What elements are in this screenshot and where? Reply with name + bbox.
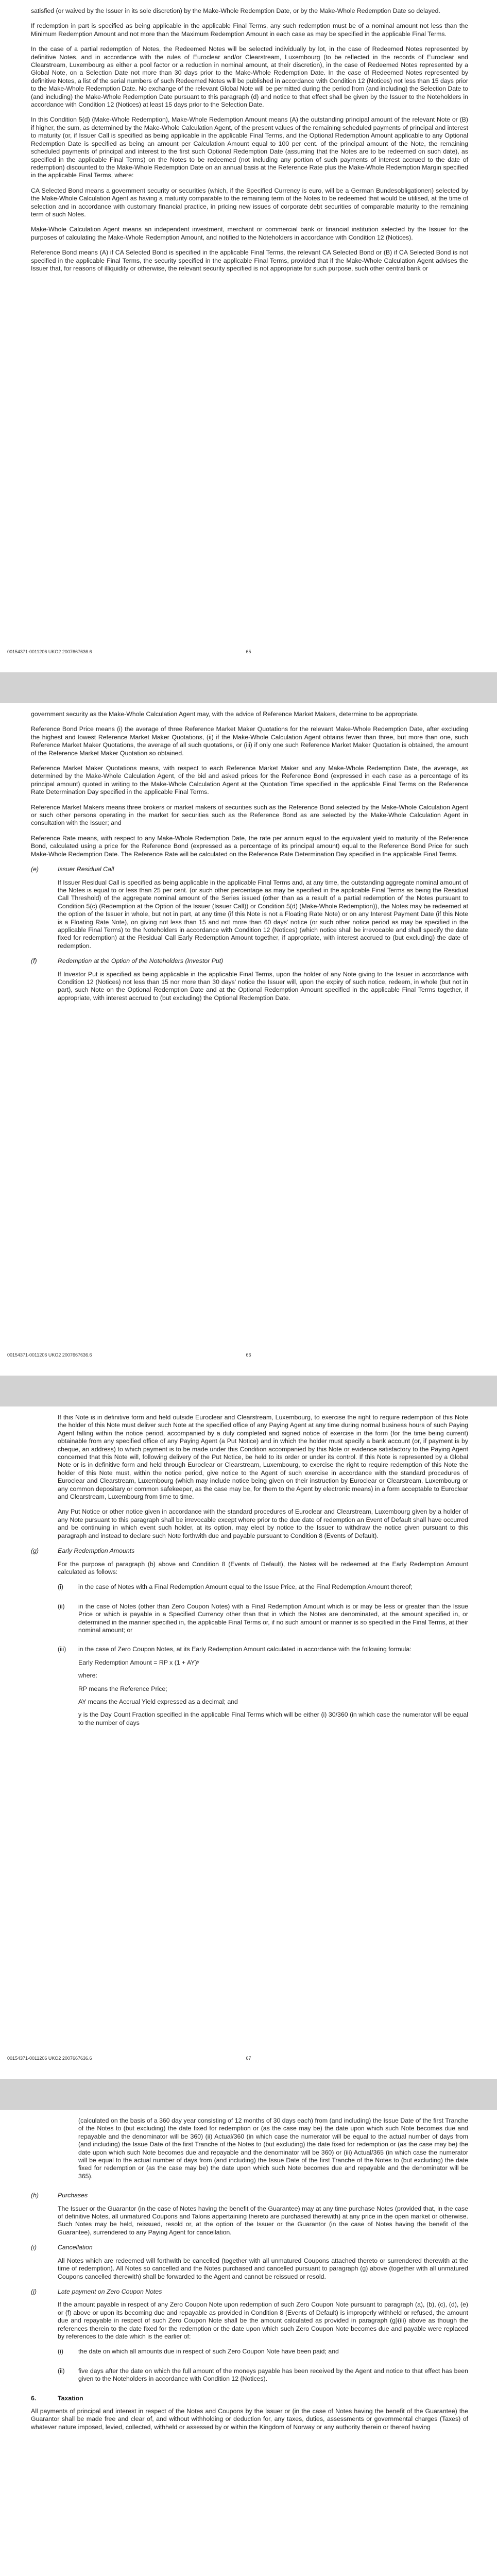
doc-reference: 00154371-0011206 UKO2 2007667636.6: [7, 1352, 92, 1358]
paragraph: in the case of Zero Coupon Notes, at its Early Redemption Amount calculated in accordance with the following formula:: [78, 1646, 412, 1653]
section-marker: 6.: [31, 2394, 37, 2402]
paragraph: In this Condition 5(d) (Make-Whole Redemption), Make-Whole Redemption Amount means (A) the outstanding principal amount of the relevant Note or (B) if higher, the sum, as determined by the Make-Whole Calculation Agent, of the present values of the remaining scheduled payments of principal and interest to maturity (or, if Issuer Call is specified as being applicable in the applicable Final Terms, and the Optional Redemption Amount applicable to any Optional Redemption Date is specified as being an amount per Calculation Amount equal to 100 per cent. of the principal amount of the Note, the remaining scheduled payments of principal and interest to the first such Optional Redemption Date (assuming that the Notes are to be redeemed on such date), as specified in the applicable Final Terms) on the Notes to be redeemed (not including any portion of such payments of interest accrued to the date of redemption) discounted to the Make-Whole Redemption Date on an annual basis at the Reference Rate plus the Make-Whole Redemption Margin specified in the applicable Final Terms, where:: [31, 116, 468, 179]
definition: y is the Day Count Fraction specified in the applicable Final Terms which will be either (i) 30/360 (in which case the numerator will be equal to the number of days: [78, 1711, 468, 1726]
list-marker: (iii): [58, 1646, 66, 1653]
paragraph: All Notes which are redeemed will forthwith be cancelled (together with all unmatured Coupons attached thereto or surrendered therewith at the time of redemption). All Notes so cancelled and the Notes purchased and cancelled pursuant to paragraph (g) above (together with all unmatured Coupons cancelled therewith) shall be forwarded to the Agent and cannot be reissued or resold.: [58, 2257, 468, 2280]
section-marker: (i): [31, 2244, 37, 2251]
list-item: [58, 2348, 468, 2361]
section-title: Late payment on Zero Coupon Notes: [58, 2287, 162, 2295]
page-footer: [7, 1352, 490, 1358]
definition: AY means the Accrual Yield expressed as a decimal; and: [78, 1698, 238, 1705]
document-page: [0, 0, 497, 672]
paragraph: The Issuer or the Guarantor (in the case of Notes having the benefit of the Guarantee) may at any time purchase Notes (provided that, in the case of definitive Notes, all unmatured Coupons and Talons appertaining thereto are purchased therewith) at any price in the open market or otherwise. Such Notes may be held, reissued, resold or, at the option of the Issuer or the Guarantor (in the case of Notes having the benefit of the Guarantee), surrendered to any Paying Agent for cancellation.: [58, 2205, 468, 2236]
list-marker: (ii): [58, 2367, 65, 2375]
section-title: Cancellation: [58, 2244, 93, 2251]
paragraph: Make-Whole Calculation Agent means an independent investment, merchant or commercial bank or financial institution selected by the Issuer for the purposes of calculating the Make-Whole Redemption Amount, and notified to the Noteholders in accordance with Condition 12 (Notices).: [31, 226, 468, 241]
page-footer: [7, 2056, 490, 2061]
paragraph: Reference Rate means, with respect to any Make-Whole Redemption Date, the rate per annum equal to the equivalent yield to maturity of the Reference Bond, calculated using a price for the Reference Bond (expressed as a percentage of its principal amount) equal to the Reference Bond Price for such Make-Whole Redemption Date. The Reference Rate will be calculated on the Reference Rate Determination Day specified in the applicable Final Terms.: [31, 834, 468, 858]
page-number: 67: [246, 2056, 251, 2061]
section-marker: (j): [31, 2287, 37, 2295]
section-title: Early Redemption Amounts: [58, 1547, 135, 1555]
list-marker: (i): [58, 1583, 63, 1591]
list-item: [58, 1583, 468, 1596]
section-marker: (f): [31, 957, 37, 965]
list-marker: (ii): [58, 1602, 65, 1610]
formula: Early Redemption Amount = RP x (1 + AY)ʸ: [78, 1658, 199, 1666]
section-heading: [31, 957, 468, 965]
page-number: 66: [246, 1352, 251, 1358]
section-heading: [31, 2288, 468, 2296]
paragraph: the date on which all amounts due in respect of such Zero Coupon Note have been paid; and: [78, 2348, 339, 2355]
section-title: Redemption at the Option of the Noteholders (Investor Put): [58, 957, 224, 965]
list-item: [58, 2117, 468, 2185]
paragraph: Reference Market Maker Quotations means, with respect to each Reference Market Maker and any Make-Whole Redemption Date, the average, as determined by the Make-Whole Calculation Agent, of the bid and asked prices for the Reference Bond (expressed in each case as a percentage of its principal amount) quoted in writing to the Make-Whole Calculation Agent at the Quotation Time specified in the applicable Final Terms on the Reference Rate Determination Day specified in the applicable Final Terms.: [31, 765, 468, 796]
paragraph: If this Note is in definitive form and held outside Euroclear and Clearstream, Luxembourg, to exercise the right to require redemption of this Note the holder of this Note must deliver such Note at the specified office of any Paying Agent at any time during normal business hours of such Paying Agent falling within the notice period, accompanied by a duly completed and signed notice of exercise in the form (for the time being current) obtainable from any specified office of any Paying Agent (a Put Notice) and in which the holder must specify a bank account (or, if payment is by cheque, an address) to which payment is to be made under this Condition accompanied by this Note or evidence satisfactory to the Paying Agent concerned that this Note will, following delivery of the Put Notice, be held to its order or under its control. If this Note is represented by a Global Note or is in definitive form and held through Euroclear or Clearstream, Luxembourg, to exercise the right to require redemption of this Note the holder of this Note must, within the notice period, give notice to the Agent of such exercise in accordance with the standard procedures of Euroclear and Clearstream, Luxembourg (which may include notice being given on their instruction by Euroclear or Clearstream, Luxembourg or any common depositary or common safekeeper, as the case may be, for them to the Agent by electronic means) in a form acceptable to Euroclear and Clearstream, Luxembourg from time to time.: [58, 1414, 468, 1501]
doc-reference: 00154371-0011206 UKO2 2007667636.6: [7, 649, 92, 654]
list-item: [58, 2367, 468, 2388]
paragraph: in the case of Notes (other than Zero Coupon Notes) with a Final Redemption Amount which is or may be less or greater than the Issue Price or which is payable in a Specified Currency other than that in which the Notes are denominated, at the amount specified in, or determined in the manner specified in, the applicable Final Terms or, if no such amount or manner is so specified in the Final Terms, at their nominal amount; or: [78, 1602, 468, 1634]
page-footer: [7, 649, 490, 654]
section-heading: [31, 866, 468, 873]
paragraph: satisfied (or waived by the Issuer in its sole discretion) by the Make-Whole Redemption Date, or by the Make-Whole Redemption Date so delayed.: [31, 7, 440, 14]
section-title: Purchases: [58, 2192, 88, 2199]
paragraph: For the purpose of paragraph (b) above and Condition 8 (Events of Default), the Notes will be redeemed at the Early Redemption Amount calculated as follows:: [58, 1560, 468, 1575]
document-page: [0, 703, 497, 1376]
list-item: [58, 1603, 468, 1640]
paragraph: Reference Market Makers means three brokers or market makers of securities such as the Reference Bond selected by the Make-Whole Calculation Agent or such other persons operating in the market for securities such as the Reference Bond as are selected by the Make-Whole Calculation Agent in consultation with the Issuer; and: [31, 803, 468, 827]
list-item: [58, 1646, 468, 1732]
section-marker: (e): [31, 866, 39, 873]
paragraph: In the case of a partial redemption of Notes, the Redeemed Notes will be selected individually by lot, in the case of Redeemed Notes represented by definitive Notes, and in accordance with the rules of Euroclear and/or Clearstream, Luxembourg (to be reflected in the records of Euroclear and Clearstream, Luxembourg as either a pool factor or a reduction in nominal amount, at their discretion), in the case of Redeemed Notes represented by a Global Note, on a Selection Date not more than 30 days prior to the Make-Whole Redemption Date. In the case of Redeemed Notes represented by definitive Notes, a list of the serial numbers of such Redeemed Notes will be published in accordance with Condition 12 (Notices) not less than 15 days prior to the Make-Whole Redemption Date. No exchange of the relevant Global Note will be permitted during the period from (and including) the Selection Date to (and including) the Make-Whole Redemption Date pursuant to this paragraph (d) and notice to that effect shall be given by the Issuer to the Noteholders in accordance with Condition 12 (Notices) at least 15 days prior to the Selection Date.: [31, 45, 468, 109]
paragraph: If redemption in part is specified as being applicable in the applicable Final Terms, any such redemption must be of a nominal amount not less than the Minimum Redemption Amount and not more than the Maximum Redemption Amount in each case as may be specified in the applicable Final Terms.: [31, 22, 468, 38]
document-page: [0, 2110, 497, 2576]
page-number: 65: [246, 649, 251, 654]
paragraph: five days after the date on which the full amount of the moneys payable has been received by the Agent and notice to that effect has been given to the Noteholders in accordance with Condition 12 (Notices).: [78, 2367, 468, 2383]
section-marker: (h): [31, 2192, 39, 2199]
list-marker: (i): [58, 2348, 63, 2355]
paragraph: All payments of principal and interest in respect of the Notes and Coupons by the Issuer or (in the case of Notes having the benefit of the Guarantee) the Guarantor shall be made free and clear of, and without withholding or deduction for, any taxes, duties, assessments or governmental charges (Taxes) of whatever nature imposed, levied, collected, withheld or assessed by or within the Kingdom of Norway or any authority therein or thereof having: [31, 2407, 468, 2431]
section-title: Taxation: [58, 2394, 83, 2402]
section-heading: [31, 2244, 468, 2251]
section-title: Issuer Residual Call: [58, 866, 114, 873]
section-heading: [31, 2395, 468, 2402]
section-marker: (g): [31, 1547, 39, 1555]
paragraph: CA Selected Bond means a government security or securities (which, if the Specified Currency is euro, will be a German Bundesobligationen) selected by the Make-Whole Calculation Agent as having a maturity comparable to the remaining term of the Notes to be redeemed that would be utilised, at the time of selection and in accordance with customary financial practice, in pricing new issues of corporate debt securities of comparable maturity to the remaining term of such Notes.: [31, 187, 468, 218]
paragraph: Any Put Notice or other notice given in accordance with the standard procedures of Euroclear and Clearstream, Luxembourg given by a holder of any Note pursuant to this paragraph shall be irrevocable except where prior to the due date of redemption an Event of Default shall have occurred and be continuing in which event such holder, at its option, may elect by notice to the Issuer to withdraw the notice given pursuant to this paragraph and instead to declare such Note forthwith due and payable pursuant to Condition 8 (Events of Default).: [58, 1508, 468, 1539]
definition: RP means the Reference Price;: [78, 1685, 167, 1692]
section-heading: [31, 1547, 468, 1555]
paragraph: If Investor Put is specified as being applicable in the applicable Final Terms, upon the holder of any Note giving to the Issuer in accordance with Condition 12 (Notices) not less than 15 nor more than 30 days' notice the Issuer will, upon the expiry of such notice, redeem, in whole (but not in part), such Note on the Optional Redemption Date and at the Optional Redemption Amount specified in the applicable Final Terms together, if appropriate, with interest accrued to (but excluding) the Optional Redemption Date.: [58, 970, 468, 1002]
paragraph: government security as the Make-Whole Calculation Agent may, with the advice of Reference Market Makers, determine to be appropriate.: [31, 710, 419, 718]
paragraph: (calculated on the basis of a 360 day year consisting of 12 months of 30 days each) from (and including) the Issue Date of the first Tranche of the Notes to (but excluding) the date fixed for redemption or (as the case may be) the date upon which such Note becomes due and repayable and the denominator will be 360) (ii) Actual/360 (in which case the numerator will be equal to the actual number of days from (and including) the Issue Date of the first Tranche of the Notes to (but excluding) the date fixed for redemption or (as the case may be) the date upon which such Note becomes due and repayable and the denominator will be 360) or (iii) Actual/365 (in which case the numerator will be equal to the actual number of days from (and including) the Issue Date of the first Tranche of the Notes to (but excluding) the date fixed for redemption or (as the case may be) the date upon which such Note becomes due and repayable and the denominator will be 365).: [78, 2117, 468, 2180]
section-heading: [31, 2192, 468, 2199]
paragraph: Reference Bond means (A) if CA Selected Bond is specified in the applicable Final Terms, the relevant CA Selected Bond or (B) if CA Selected Bond is not specified in the applicable Final Terms, the security specified in the applicable Final Terms, provided that if the Make-Whole Calculation Agent advises the Issuer that, for reasons of illiquidity or otherwise, the relevant security specified is not appropriate for such purpose, such other central bank or: [31, 249, 468, 272]
document-page: [0, 1406, 497, 2079]
list-marker-spacer: [58, 2117, 78, 2185]
doc-reference: 00154371-0011206 UKO2 2007667636.6: [7, 2056, 92, 2061]
paragraph: where:: [78, 1672, 97, 1680]
paragraph: If the amount payable in respect of any Zero Coupon Note upon redemption of such Zero Coupon Note pursuant to paragraph (a), (b), (c), (d), (e) or (f) above or upon its becoming due and repayable as provided in Condition 8 (Events of Default) is improperly withheld or refused, the amount due and repayable in respect of such Zero Coupon Note shall be the amount calculated as provided in paragraph (g)(iii) above as though the references therein to the date fixed for the redemption or the date upon which such Zero Coupon Note becomes due and payable were replaced by references to the date which is the earlier of:: [58, 2301, 468, 2340]
paragraph: If Issuer Residual Call is specified as being applicable in the applicable Final Terms and, at any time, the outstanding aggregate nominal amount of the Notes is equal to or less than 25 per cent. (or such other percentage as may be specified in the applicable Final Terms as being the Residual Call Threshold) of the aggregate nominal amount of the Series issued (other than as a result of a partial redemption of the Notes pursuant to Condition 5(c) (Redemption at the Option of the Issuer (Issuer Call)) or Condition 5(d) (Make-Whole Redemption)), the Notes may be redeemed at the option of the Issuer in whole, but not in part, at any time (if this Note is not a Floating Rate Note) or on any Interest Payment Date (if this Note is a Floating Rate Note), on giving not less than 15 and not more than 60 days' notice (or such other notice period as may be specified in the applicable Final Terms) to the Noteholders in accordance with Condition 12 (Notices) (which notice shall be irrevocable and shall specify the date fixed for redemption) at the Residual Call Early Redemption Amount together, if appropriate, with interest accrued to (but excluding) the date of redemption.: [58, 878, 468, 950]
paragraph: Reference Bond Price means (i) the average of three Reference Market Maker Quotations for the relevant Make-Whole Redemption Date, after excluding the highest and lowest Reference Market Maker Quotations, (ii) if the Make-Whole Calculation Agent obtains fewer than three, but more than one, such Reference Market Maker Quotations, the average of all such quotations, or (iii) if only one such Reference Market Maker Quotation is obtained, the amount of the Reference Market Maker Quotation so obtained.: [31, 725, 468, 757]
paragraph: in the case of Notes with a Final Redemption Amount equal to the Issue Price, at the Final Redemption Amount thereof;: [78, 1583, 413, 1591]
